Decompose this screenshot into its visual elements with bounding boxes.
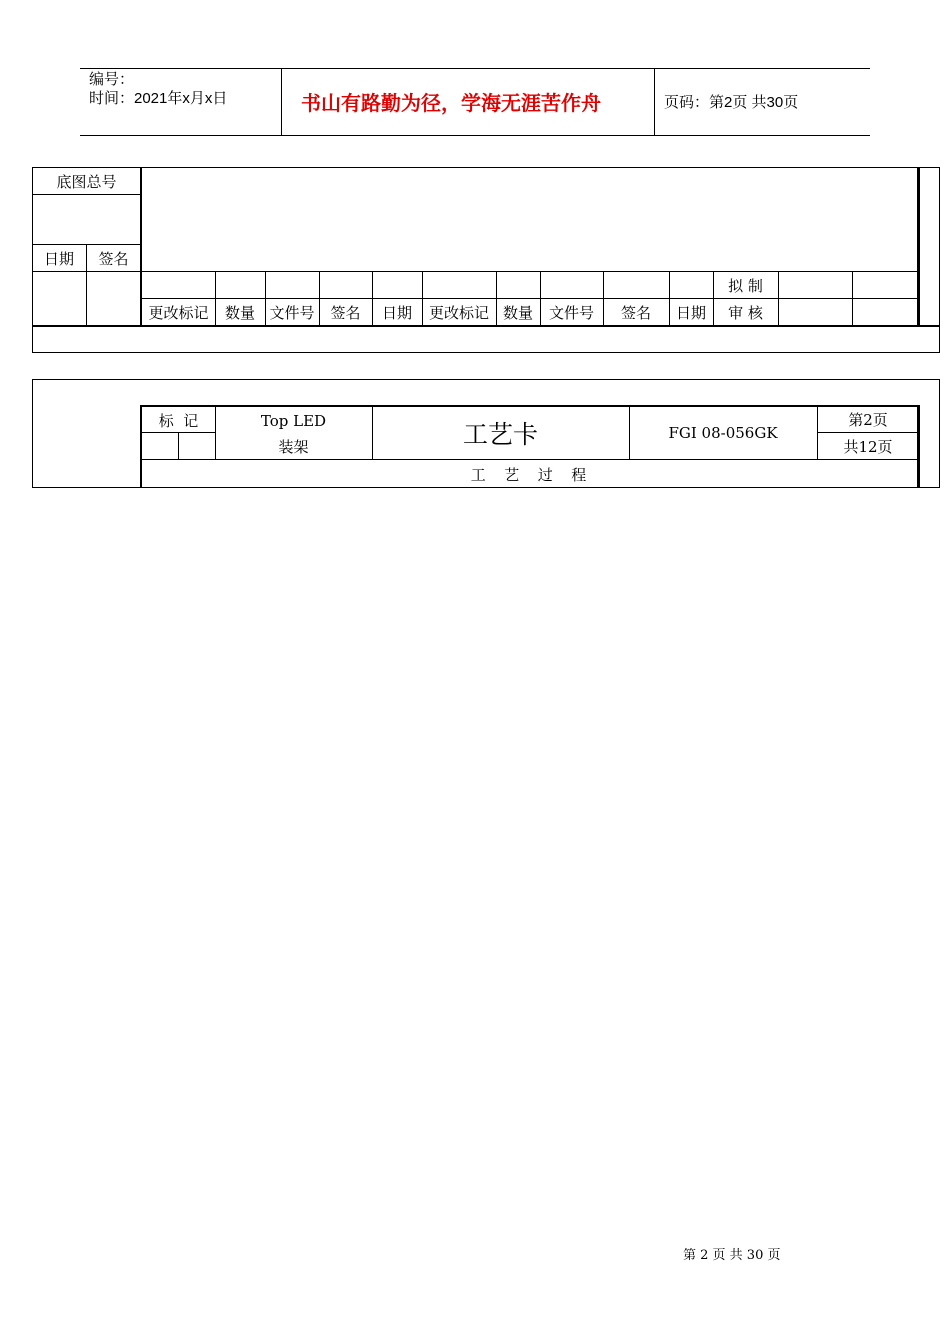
drawing-no-label: 底图总号 [56,173,117,191]
rule [852,271,853,326]
review-label: 审 核 [728,304,763,322]
col-doc-no-1: 文件号 [269,304,315,322]
rule [32,194,141,195]
title-thick-top [140,405,920,407]
col-date-2: 日期 [675,304,706,322]
col-date-1: 日期 [381,304,412,322]
header-top-line [80,68,870,69]
product-line2: 装架 [278,438,309,456]
rule [142,459,918,460]
col-sign-1: 签名 [330,304,361,322]
doc-code: FGI 08-056GK [668,424,778,442]
header-number-label: 编号： [89,71,135,88]
page-total: 共12页 [843,438,893,456]
header-time-label: 时间：2021年x月x日 [89,90,228,107]
col-sign-2: 签名 [620,304,651,322]
date-label: 日期 [43,250,74,268]
header-page-label: 页码：第2页 共30页 [664,94,799,111]
col-change-mark-2: 更改标记 [428,304,489,322]
sign-label: 签名 [98,250,129,268]
footer-page-label: 第 2 页 共 30 页 [683,1248,781,1263]
prepare-label: 拟 制 [728,277,763,295]
header-motto: 书山有路勤为径，学海无涯苦作舟 [301,91,601,115]
revision-thick-bottom [32,325,940,327]
header-bottom-line [80,135,870,136]
revision-thick-right [917,167,920,326]
product-line1: Top LED [260,412,327,430]
col-qty-1: 数量 [224,304,255,322]
revision-thick-left [140,167,142,326]
col-qty-2: 数量 [502,304,533,322]
rule [142,298,918,299]
col-doc-no-2: 文件号 [548,304,594,322]
card-title: 工艺卡 [462,420,538,449]
rule [818,432,918,433]
header-divider-left [281,68,282,136]
process-label: 工 艺 过 程 [470,466,590,484]
page-no: 第2页 [848,411,888,429]
col-change-mark-1: 更改标记 [148,304,209,322]
rule [32,271,918,272]
header-divider-right [654,68,655,136]
rule [778,271,779,326]
rule [178,432,179,459]
mark-label: 标 记 [158,412,199,430]
